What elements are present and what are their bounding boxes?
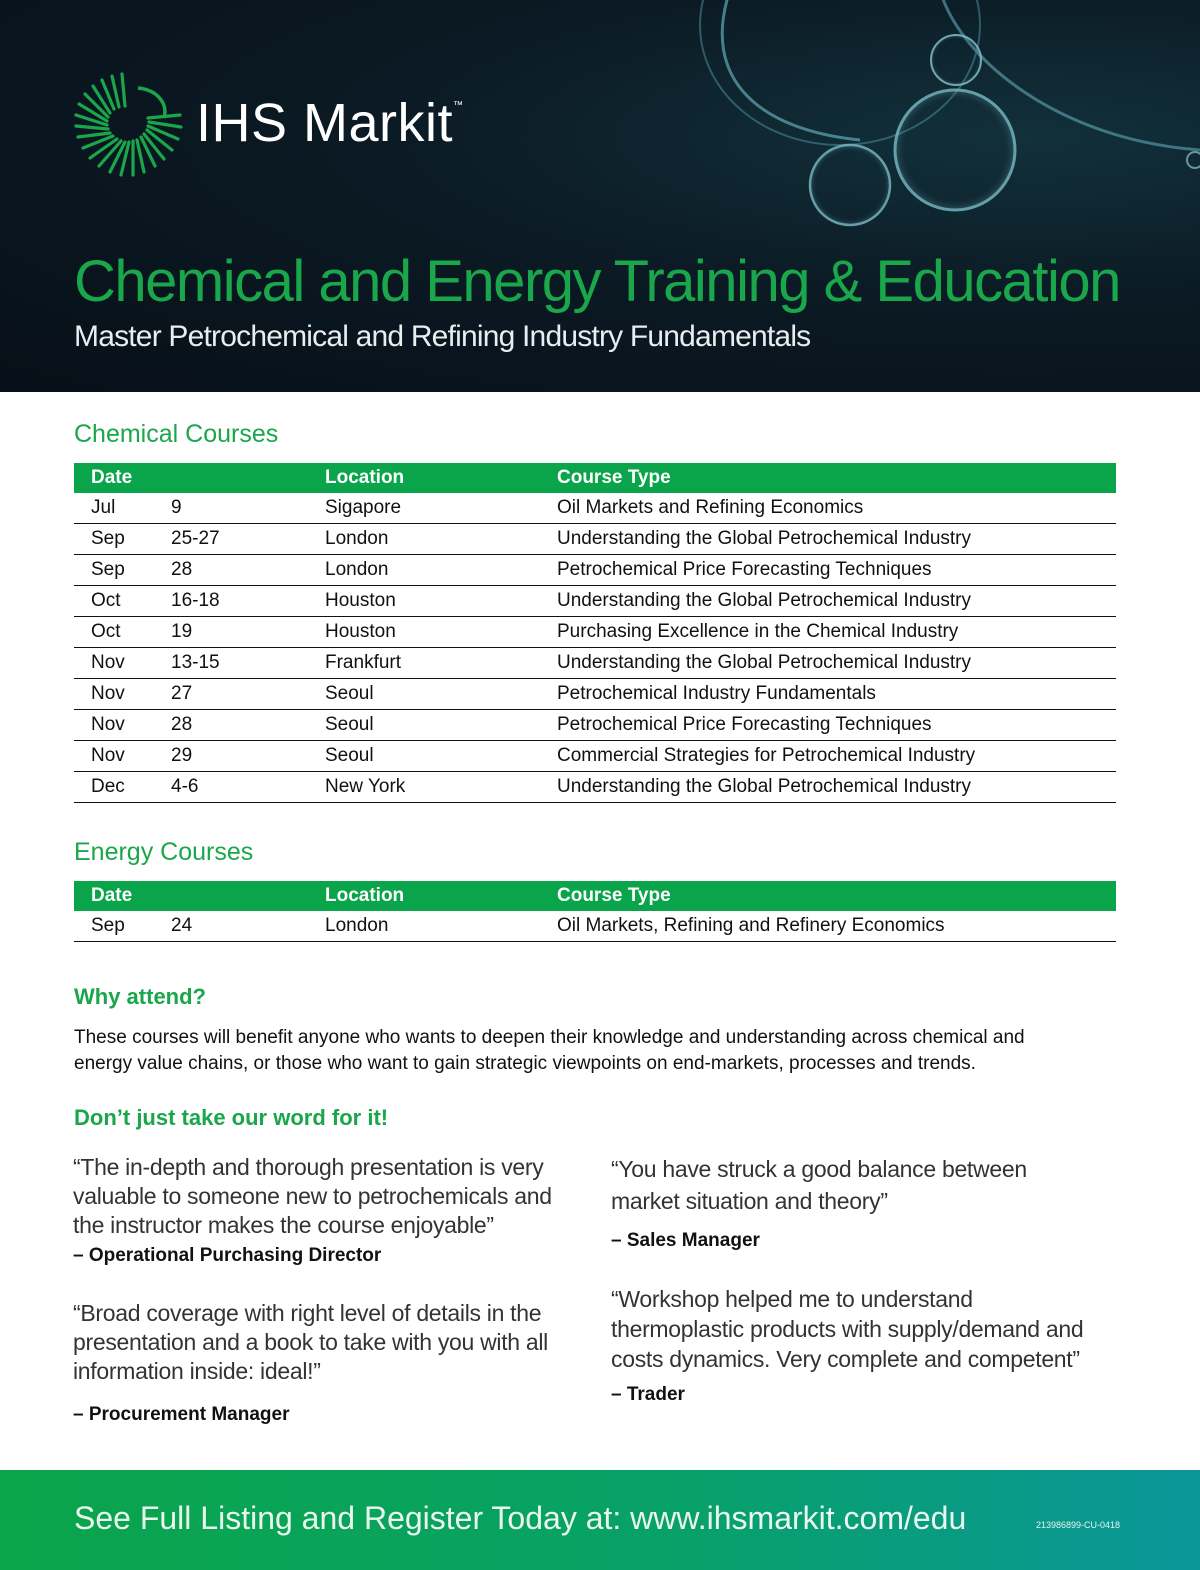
course-type: Understanding the Global Petrochemical Industry (557, 524, 1116, 555)
table-row (74, 772, 1116, 803)
course-type: Petrochemical Price Forecasting Techniques (557, 710, 1116, 741)
course-days: 24 (171, 911, 325, 942)
course-days: 16-18 (171, 586, 325, 617)
course-month: Sep (74, 555, 171, 586)
course-location: Sigapore (325, 493, 557, 524)
table-row (74, 911, 1116, 942)
column-header-course-type: Course Type (557, 463, 1116, 493)
course-location: Seoul (325, 679, 557, 710)
course-month: Nov (74, 710, 171, 741)
course-location: Houston (325, 617, 557, 648)
course-month: Dec (74, 772, 171, 803)
column-header-course-type: Course Type (557, 881, 1116, 911)
register-call-to-action[interactable]: See Full Listing and Register Today at: www.ihsmarkit.com/edu (74, 1500, 967, 1536)
course-location: Seoul (325, 710, 557, 741)
table-row (74, 648, 1116, 679)
table-row (74, 524, 1116, 555)
starburst-logo-icon (72, 68, 184, 180)
energy-courses-table (74, 881, 1116, 942)
course-type: Oil Markets, Refining and Refinery Economics (557, 911, 1116, 942)
testimonial-quote: “Workshop helped me to understand thermoplastic products with supply/demand and costs dynamics. Very complete and competent” (611, 1286, 1084, 1372)
course-location: New York (325, 772, 557, 803)
column-header-day (171, 463, 325, 493)
course-type: Purchasing Excellence in the Chemical Industry (557, 617, 1116, 648)
oil-bubbles-image (640, 0, 1200, 260)
course-days: 9 (171, 493, 325, 524)
table-row (74, 555, 1116, 586)
course-month: Nov (74, 648, 171, 679)
testimonial-quote: “The in-depth and thorough presentation is very valuable to someone new to petrochemicals and the instructor makes the course enjoyable” (73, 1154, 552, 1238)
course-type: Understanding the Global Petrochemical Industry (557, 772, 1116, 803)
course-month: Nov (74, 741, 171, 772)
chemical-courses-table (74, 463, 1116, 803)
energy-courses-heading: Energy Courses (74, 838, 254, 866)
column-header-location: Location (325, 881, 557, 911)
chemical-courses-heading: Chemical Courses (74, 420, 279, 448)
column-header-location: Location (325, 463, 557, 493)
course-month: Jul (74, 493, 171, 524)
table-row (74, 679, 1116, 710)
course-month: Oct (74, 617, 171, 648)
course-location: Frankfurt (325, 648, 557, 679)
column-header-date: Date (74, 463, 171, 493)
testimonial-author: – Sales Manager (611, 1230, 760, 1251)
table-row (74, 493, 1116, 524)
page-subtitle: Master Petrochemical and Refining Industry Fundamentals (74, 320, 811, 353)
footer-banner (0, 1470, 1200, 1570)
column-header-day (171, 881, 325, 911)
testimonial-quote: “Broad coverage with right level of details in the presentation and a book to take with you with all information inside: ideal!” (73, 1300, 548, 1384)
table-row (74, 741, 1116, 772)
course-location: London (325, 555, 557, 586)
course-days: 28 (171, 710, 325, 741)
course-month: Nov (74, 679, 171, 710)
course-location: London (325, 524, 557, 555)
column-header-date: Date (74, 881, 171, 911)
course-type: Petrochemical Price Forecasting Techniques (557, 555, 1116, 586)
document-code: 213986899-CU-0418 (1036, 1520, 1121, 1530)
course-type: Understanding the Global Petrochemical Industry (557, 648, 1116, 679)
course-month: Sep (74, 911, 171, 942)
course-days: 4-6 (171, 772, 325, 803)
course-days: 29 (171, 741, 325, 772)
testimonial-author: – Procurement Manager (73, 1404, 290, 1425)
testimonial-author: – Operational Purchasing Director (73, 1245, 382, 1266)
table-header-row (74, 881, 1116, 911)
course-month: Sep (74, 524, 171, 555)
course-type: Commercial Strategies for Petrochemical Industry (557, 741, 1116, 772)
course-location: Seoul (325, 741, 557, 772)
testimonial-author: – Trader (611, 1384, 685, 1405)
course-type: Petrochemical Industry Fundamentals (557, 679, 1116, 710)
course-location: London (325, 911, 557, 942)
why-attend-text: These courses will benefit anyone who wants to deepen their knowledge and understanding across chemical and energy value chains, or those who want to gain strategic viewpoints on end-markets, processes and trends. (74, 1027, 1025, 1074)
page-title: Chemical and Energy Training & Education (74, 249, 1120, 314)
course-days: 28 (171, 555, 325, 586)
table-row (74, 617, 1116, 648)
hero-banner (0, 0, 1200, 392)
testimonial-quote: “You have struck a good balance between market situation and theory” (611, 1156, 1027, 1214)
course-month: Oct (74, 586, 171, 617)
why-attend-heading: Why attend? (74, 984, 206, 1009)
table-row (74, 710, 1116, 741)
course-days: 25-27 (171, 524, 325, 555)
table-header-row (74, 463, 1116, 493)
brand-wordmark: IHS Markit™ (196, 93, 464, 153)
course-type: Understanding the Global Petrochemical Industry (557, 586, 1116, 617)
course-location: Houston (325, 586, 557, 617)
course-days: 19 (171, 617, 325, 648)
course-days: 13-15 (171, 648, 325, 679)
course-days: 27 (171, 679, 325, 710)
table-row (74, 586, 1116, 617)
testimonials-heading: Don’t just take our word for it! (74, 1105, 389, 1130)
course-type: Oil Markets and Refining Economics (557, 493, 1116, 524)
ihs-markit-logo (72, 68, 472, 183)
